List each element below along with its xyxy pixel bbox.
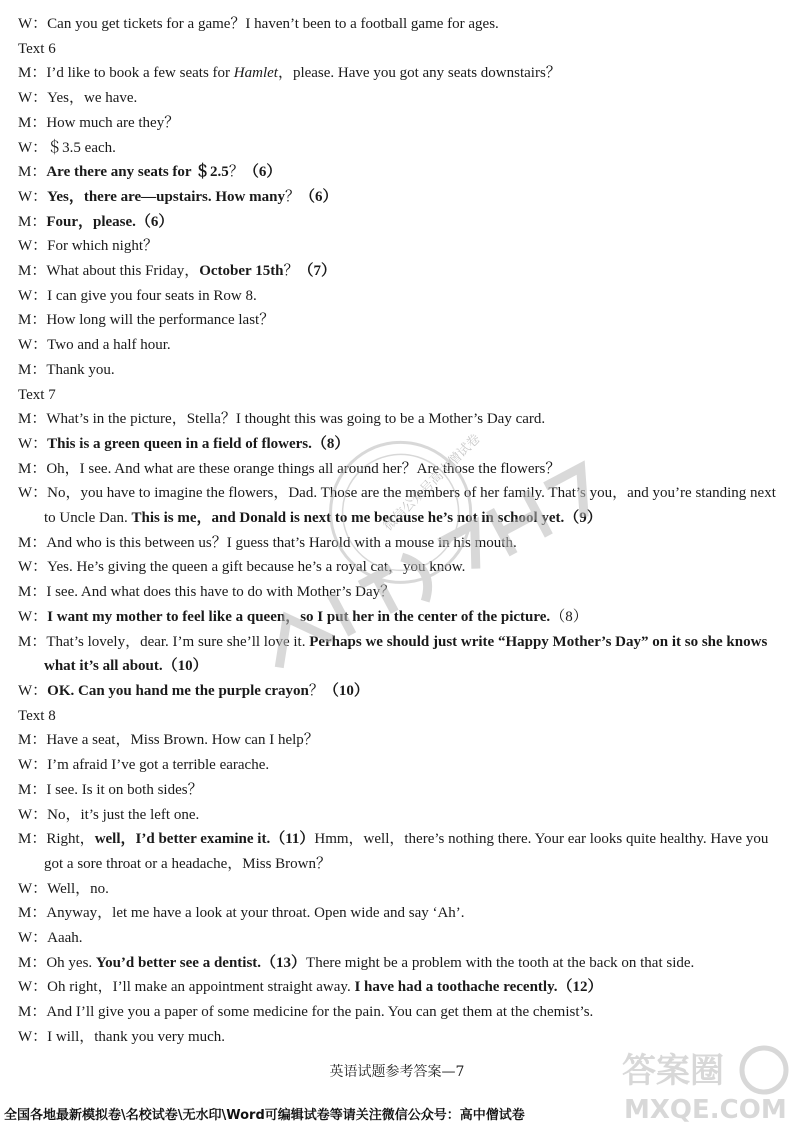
line-segment: （8） (550, 608, 588, 625)
dialogue-line (18, 12, 778, 37)
line-segment: M：And I’ll give you a paper of some medicine for the pain. You can get them at the chemist’s. (18, 1004, 594, 1021)
line-segment: （7） (298, 263, 337, 280)
line-segment: M：I’d like to book a few seats for (18, 65, 234, 82)
line-segment: M：What about this Friday， (18, 263, 200, 280)
dialogue-line (18, 679, 778, 704)
line-segment: M：Anyway，let me have a look at your throat. Open wide and say ‘Ah’. (18, 905, 465, 922)
line-segment: W：I can give you four seats in Row 8. (18, 287, 257, 304)
line-segment: W：No，it’s just the left one. (18, 806, 200, 823)
dialogue-line (18, 136, 778, 161)
line-segment: ？ (283, 263, 299, 280)
dialogue-line (18, 383, 778, 408)
dialogue-line (18, 185, 778, 210)
line-segment: （10） (323, 682, 369, 699)
line-segment: W：Yes，we have. (18, 90, 138, 107)
line-segment: W：Yes. He’s giving the queen a gift because he’s a royal cat，you know. (18, 559, 466, 576)
dialogue-line (18, 531, 778, 556)
line-segment: Are there any seats for ＄2.5 (46, 164, 229, 181)
dialogue-line (18, 358, 778, 383)
line-segment: ？ (308, 682, 324, 699)
dialogue-line (18, 284, 778, 309)
line-segment: M：How long will the performance last？ (18, 312, 275, 329)
dialogue-line (18, 457, 778, 482)
line-segment: W：For which night？ (18, 238, 158, 255)
line-segment: M： (18, 213, 47, 230)
line-segment: M：Have a seat，Miss Brown. How can I help？ (18, 732, 319, 749)
line-segment: Text 7 (18, 386, 56, 403)
line-segment: This is me，and Donald is next to me because he’s not in school yet.（9） (131, 510, 602, 527)
dialogue-line (18, 1000, 778, 1025)
line-segment: OK. Can you hand me the purple crayon (47, 682, 309, 699)
line-segment: （6） (243, 164, 282, 181)
line-segment: M： (18, 164, 47, 181)
dialogue-line (18, 877, 778, 902)
line-segment: This is a green queen in a field of flowers.（8） (47, 435, 350, 452)
line-segment: I want my mother to feel like a queen，so I put her in the center of the picture. (47, 608, 551, 625)
line-segment: W：Oh right，I’ll make an appointment straight away. (18, 979, 355, 996)
line-segment: You’d better see a dentist.（13） (95, 954, 307, 971)
line-segment: M：What’s in the picture，Stella？I thought this was going to be a Mother’s Day card. (18, 411, 546, 428)
line-segment: Text 8 (18, 707, 56, 724)
dialogue-line (18, 901, 778, 926)
dialogue-line (18, 111, 778, 136)
page-footer: 英语试题参考答案—7 (329, 1064, 465, 1080)
dialogue-line (18, 827, 778, 876)
line-segment: W：Aaah. (18, 930, 83, 947)
dialogue-line (18, 481, 778, 530)
line-segment: M：Right， (18, 831, 95, 848)
dialogue-line (18, 234, 778, 259)
line-segment: W：I’m afraid I’ve got a terrible earache. (18, 757, 270, 774)
dialogue-line (18, 160, 778, 185)
dialogue-line (18, 61, 778, 86)
line-segment: Text 6 (18, 40, 56, 57)
dialogue-line (18, 803, 778, 828)
dialogue-line (18, 630, 778, 679)
dialogue-line (18, 259, 778, 284)
line-segment: W：I will，thank you very much. (18, 1028, 226, 1045)
logo-bottom-text: MXQE.COM (624, 1095, 787, 1123)
line-segment: M：Oh yes. (18, 954, 96, 971)
line-segment: W： (18, 188, 48, 205)
line-segment: M：I see. Is it on both sides？ (18, 781, 203, 798)
line-segment: W： (18, 435, 48, 452)
logo-top-text: 答案圈 (622, 1051, 724, 1091)
line-segment: Four，please.（6） (46, 213, 174, 230)
line-segment: M：I see. And what does this have to do with Mother’s Day？ (18, 584, 396, 601)
line-segment: M：Thank you. (18, 361, 115, 378)
dialogue-line (18, 407, 778, 432)
line-segment: Hmm，well，there’s nothing there. Your ear looks quite healthy. Have you got a sore throat or a headache，Miss Brown？ (44, 831, 769, 872)
dialogue-line (18, 333, 778, 358)
line-segment: ，please. Have you got any seats downstairs？ (277, 65, 561, 82)
line-segment: Perhaps we should just write “Happy Mother’s Day” on it so she knows what it’s all about.（10） (44, 633, 768, 675)
dialogue-line (18, 778, 778, 803)
dialogue-line (18, 753, 778, 778)
dialogue-line (18, 555, 778, 580)
line-segment: （6） (299, 188, 338, 205)
line-segment: W： (18, 682, 48, 699)
line-segment: W：Two and a half hour. (18, 337, 171, 354)
line-segment: ？ (228, 164, 244, 181)
line-segment: Yes，there are—upstairs. How many (47, 188, 285, 205)
dialogue-line (18, 210, 778, 235)
line-segment: October 15th (199, 263, 284, 280)
dialogue-line (18, 37, 778, 62)
dialogue-line (18, 605, 778, 630)
line-segment: M：And who is this between us？I guess that’s Harold with a mouse in his mouth. (18, 534, 517, 551)
dialogue-line (18, 1025, 778, 1050)
answer-key-document (18, 12, 778, 1050)
dialogue-line (18, 432, 778, 457)
dialogue-line (18, 975, 778, 1000)
dialogue-line (18, 704, 778, 729)
stamp-text: 微信公众号高中僧试卷 (381, 431, 484, 535)
line-segment: M：Oh，I see. And what are these orange things all around her？Are those the flowers？ (18, 460, 561, 477)
line-segment: W：＄3.5 each. (18, 139, 116, 156)
dialogue-line (18, 728, 778, 753)
line-segment: W：No，you have to imagine the flowers，Dad. Those are the members of her family. That’s you，and you’re standing next to Uncle Dan. (18, 485, 776, 527)
line-segment: W：Can you get tickets for a game？I haven’t been to a football game for ages. (18, 16, 499, 32)
line-segment: well，I’d better examine it.（11） (94, 831, 315, 848)
dialogue-line (18, 86, 778, 111)
line-segment: I have had a toothache recently.（12） (354, 979, 603, 996)
line-segment: M：How much are they？ (18, 114, 180, 131)
line-segment: ？ (284, 188, 300, 205)
line-segment: There might be a problem with the tooth at the back on that side. (306, 954, 695, 971)
line-segment: M：That’s lovely，dear. I’m sure she’ll love it. (18, 633, 310, 650)
dialogue-line (18, 951, 778, 976)
line-segment: W：Well，no. (18, 880, 109, 897)
line-segment: Hamlet (233, 65, 278, 82)
line-segment: W： (18, 608, 48, 625)
dialogue-line (18, 308, 778, 333)
dialogue-line (18, 926, 778, 951)
promo-banner: 全国各地最新模拟卷\名校试卷\无水印\Word可编辑试卷等请关注微信公众号：高中僧试卷 (4, 1108, 525, 1123)
dialogue-line (18, 580, 778, 605)
